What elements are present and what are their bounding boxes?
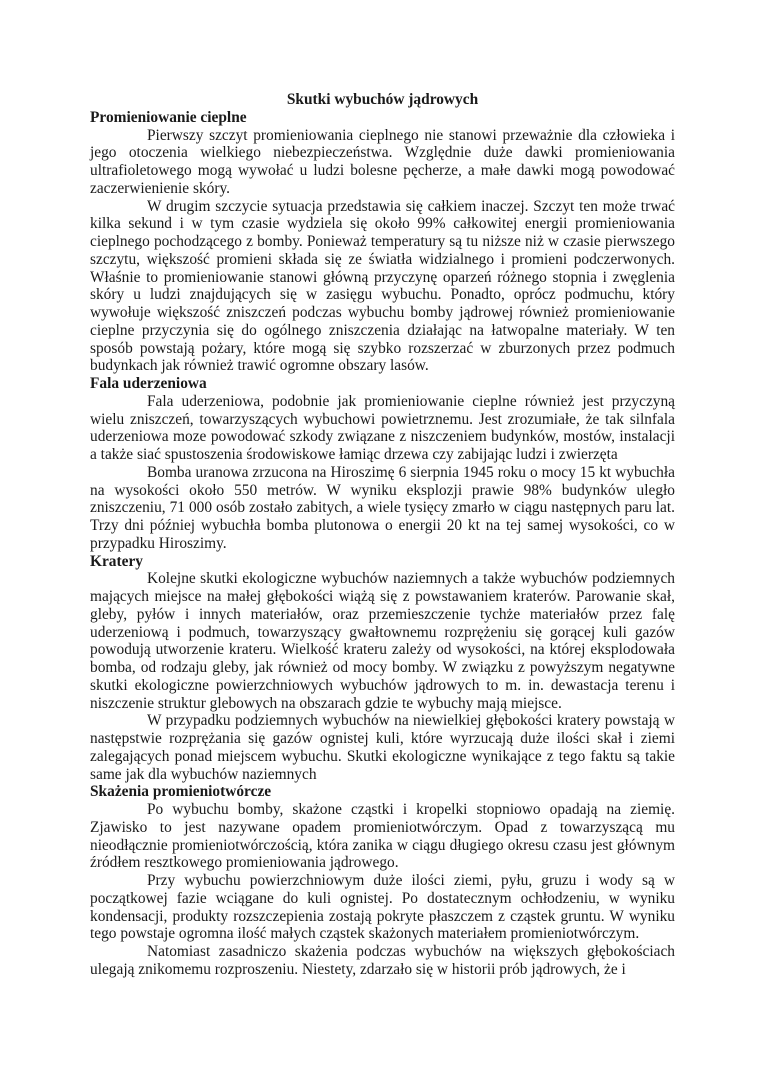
section-radioactive-contamination [90,783,675,978]
paragraph: Natomiast zasadniczo skażenia podczas wybuchów na większych głębokościach ulegają znikomemu rozproszeniu. Niestety, zdarzało się w historii prób jądrowych, że i [90,943,675,978]
section-craters [90,553,675,784]
section-heading: Promieniowanie cieplne [90,108,247,126]
section-shock-wave [90,375,675,553]
paragraph: W przypadku podziemnych wybuchów na niewielkiej głębokości kratery powstają w następstwie rozprężania się gazów ognistej kuli, które wyrzucają duże ilości skał i ziemi zalegających ponad miejscem wybuchu. Skutki ekologiczne wynikające z tego faktu są takie same jak dla wybuchów naziemnych [90,712,675,783]
paragraph: Przy wybuchu powierzchniowym duże ilości ziemi, pyłu, gruzu i wody są w początkowej fazie wciągane do kuli ognistej. Po dostatecznym ochłodzeniu, w wyniku kondensacji, produkty rozszczepienia zostają pokryte płaszczem z cząstek gruntu. W wyniku tego powstaje ogromna ilość małych cząstek skażonych materiałem promieniotwórczym. [90,872,675,943]
paragraph: Po wybuchu bomby, skażone cząstki i kropelki stopniowo opadają na ziemię. Zjawisko to jest nazywane opadem promieniotwórczym. Opad z towarzyszącą mu nieodłącznie promieniotwórczością, która zanika w ciągu długiego okresu czasu jest głównym źródłem resztkowego promieniowania jądrowego. [90,801,675,872]
section-heading: Fala uderzeniowa [90,375,207,392]
document-title: Skutki wybuchów jądrowych [286,91,479,108]
paragraph: Fala uderzeniowa, podobnie jak promieniowanie cieplne również jest przyczyną wielu zniszczeń, towarzyszących wybuchowi powietrznemu. Jest zrozumiałe, że tak silnfala uderzeniowa moze powodować szkody związane z niszczeniem budynków, mostów, instalacji a także siać spustoszenia środowiskowe łamiąc drzewa czy zabijając ludzi i zwierzęta [90,392,675,463]
section-thermal-radiation [90,109,675,375]
paragraph: Bomba uranowa zrzucona na Hiroszimę 6 sierpnia 1945 roku o mocy 15 kt wybuchła na wysokości około 550 metrów. W wyniku eksplozji prawie 98% budynków uległo zniszczeniu, 71 000 osób zostało zabitych, a wiele tysięcy zmarło w ciągu następnych paru lat. Trzy dni później wybuchła bomba plutonowa o energii 20 kt na tej samej wysokości, co w przypadku Hiroszimy. [90,463,675,552]
paragraph: Pierwszy szczyt promieniowania cieplnego nie stanowi przeważnie dla człowieka i jego otoczenia wielkiego niebezpieczeństwa. Względnie duże dawki promieniowania ultrafioletowego mogą wywołać u ludzi bolesne pęcherze, a małe dawki mogą powodować zaczerwienienie skóry. [90,126,675,197]
section-heading: Kratery [90,552,143,570]
paragraph: Kolejne skutki ekologiczne wybuchów naziemnych a także wybuchów podziemnych mających miejsce na małej głębokości wiążą się z powstawaniem kraterów. Parowanie skał, gleby, pyłów i innych materiałów, oraz przemieszczenie tychże materiałów przez falę uderzeniową i podmuch, towarzyszący gwałtownemu rozprężeniu się gorącej kuli gazów powodują utworzenie krateru. Wielkość krateru zależy od wysokości, na której eksplodowała bomba, od rodzaju gleby, jak również od mocy bomby. W związku z powyższym negatywne skutki ekologiczne powierzchniowych wybuchów jądrowych to m. in. dewastacja terenu i niszczenie struktur glebowych na obszarach gdzie te wybuchy mają miejsce. [90,570,675,712]
document-body [90,91,675,979]
section-heading: Skażenia promieniotwórcze [90,783,272,801]
paragraph: W drugim szczycie sytuacja przedstawia się całkiem inaczej. Szczyt ten może trwać kilka sekund i w tym czasie wydziela się około 99% całkowitej energii promieniowania cieplnego pochodzącego z bomby. Ponieważ temperatury są tu niższe niż w czasie pierwszego szczytu, większość promieni składa się ze światła widzialnego i promieni podczerwonych. Właśnie to promieniowanie stanowi główną przyczynę oparzeń różnego stopnia i zwęglenia skóry u ludzi znajdujących się w zasięgu wybuchu. Ponadto, oprócz podmuchu, który wywołuje większość zniszczeń podczas wybuchu bomby jądrowej również promieniowanie cieplne przyczynia się do ogólnego zniszczenia działając na łatwopalne materiały. W ten sposób powstają pożary, które mogą się szybko rozszerzać w zburzonych przez podmuch budynkach jak również trawić ogromne obszary lasów. [90,197,675,375]
